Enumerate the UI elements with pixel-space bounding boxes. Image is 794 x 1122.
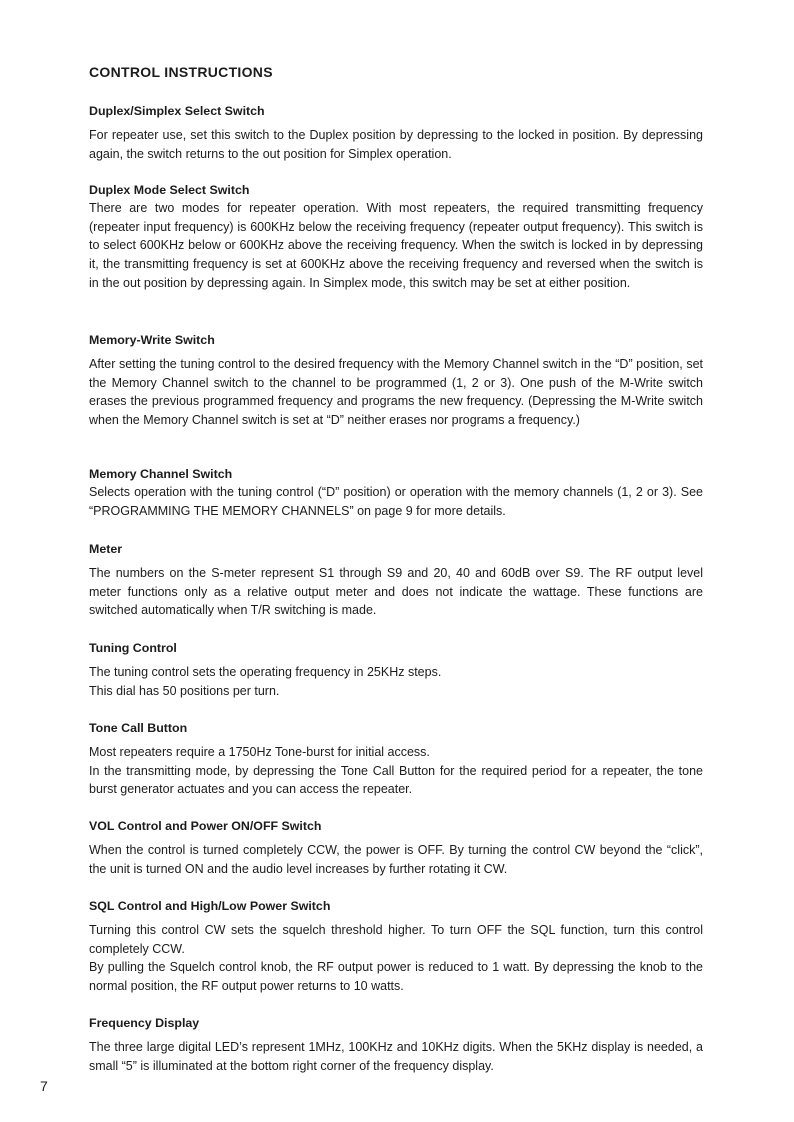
page-number: 7 (40, 1078, 48, 1094)
section-heading: Memory Channel Switch (89, 467, 233, 481)
section-vol-control (89, 817, 703, 878)
section-duplex-mode-select (89, 181, 703, 293)
section-heading: Memory-Write Switch (89, 333, 215, 347)
section-paragraph: The numbers on the S-meter represent S1 through S9 and 20, 40 and 60dB over S9. The RF output level meter functions only as a relative output meter and does not indicate the wattage. These functions are switched automatically when T/R switching is made. (89, 566, 703, 618)
section-duplex-simplex-select (89, 102, 703, 163)
section-frequency-display (89, 1014, 703, 1075)
section-paragraph: By pulling the Squelch control knob, the RF output power is reduced to 1 watt. By depressing the knob to the normal position, the RF output power returns to 10 watts. (89, 960, 703, 994)
section-heading: Meter (89, 542, 123, 556)
section-heading: Tone Call Button (89, 721, 188, 735)
section-paragraph: Selects operation with the tuning control (“D” position) or operation with the memory channels (1, 2 or 3). See “PROGRAMMING THE MEMORY CHANNELS” on page 9 for more details. (89, 485, 703, 518)
page-title: CONTROL INSTRUCTIONS (89, 64, 273, 80)
section-heading: VOL Control and Power ON/OFF Switch (89, 819, 322, 833)
section-tuning-control (89, 639, 703, 700)
section-paragraph: Turning this control CW sets the squelch threshold higher. To turn OFF the SQL function, turn this control completely CCW. (89, 923, 703, 956)
section-memory-write (89, 331, 703, 430)
section-heading: Tuning Control (89, 641, 177, 655)
section-paragraph: The three large digital LED’s represent 1MHz, 100KHz and 10KHz digits. When the 5KHz display is needed, a small “5” is illuminated at the bottom right corner of the frequency display. (89, 1040, 703, 1073)
section-heading: Frequency Display (89, 1016, 200, 1030)
section-paragraph: There are two modes for repeater operation. With most repeaters, the required transmitting frequency (repeater input frequency) is 600KHz below the receiving frequency (repeater output frequency). This switch is to select 600KHz below or 600KHz above the receiving frequency. When the switch is locked in by depressing it, the transmitting frequency is set at 600KHz above the receiving frequency and reversed when the switch is in the out position by depressing again. In Simplex mode, this switch may be set at either position. (89, 201, 703, 290)
section-paragraph: When the control is turned completely CCW, the power is OFF. By turning the control CW beyond the “click”, the unit is turned ON and the audio level increases by further rotating it CW. (89, 843, 703, 876)
section-paragraph: This dial has 50 positions per turn. (89, 683, 280, 698)
section-memory-channel (89, 465, 703, 520)
section-paragraph: After setting the tuning control to the desired frequency with the Memory Channel switch in the “D” position, set the Memory Channel switch to the channel to be programmed (1, 2 or 3). One push of the M-Write switch erases the previous programmed frequency and programs the new frequency. (Depressing the M-Write switch when the Memory Channel switch is set at “D” neither erases nor programs a frequency.) (89, 357, 703, 428)
section-paragraph: Most repeaters require a 1750Hz Tone-burst for initial access. (89, 745, 430, 759)
section-tone-call-button (89, 719, 703, 799)
section-meter (89, 540, 703, 620)
section-heading: Duplex Mode Select Switch (89, 183, 250, 197)
section-heading: SQL Control and High/Low Power Switch (89, 899, 331, 913)
section-paragraph: In the transmitting mode, by depressing the Tone Call Button for the required period for a repeater, the tone burst generator actuates and you can access the repeater. (89, 763, 703, 797)
section-paragraph: For repeater use, set this switch to the Duplex position by depressing to the locked in position. By depressing again, the switch returns to the out position for Simplex operation. (89, 128, 703, 161)
section-paragraph: The tuning control sets the operating frequency in 25KHz steps. (89, 665, 442, 679)
section-sql-control (89, 897, 703, 996)
section-heading: Duplex/Simplex Select Switch (89, 104, 265, 118)
